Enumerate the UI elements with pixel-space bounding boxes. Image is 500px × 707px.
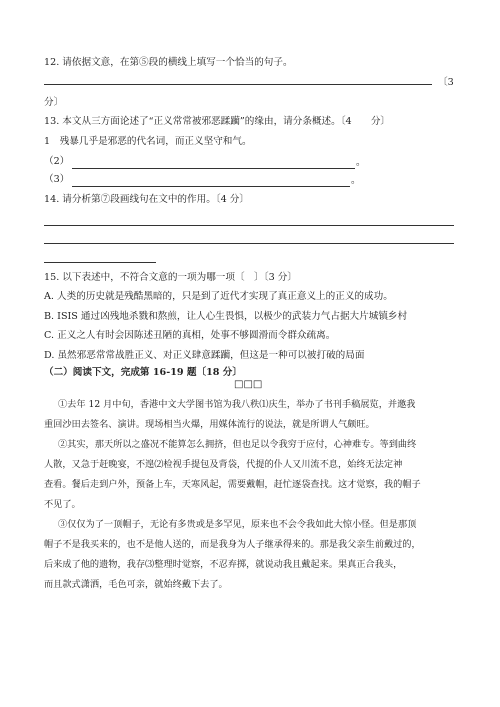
q12-answer-line [44,84,432,85]
q13-item3-label: （3） [44,174,70,185]
paragraph-3-line-3: 后来成了他的遗物，我存⑶整理时觉察，不忍弃掷，就说动我且戴起来。果真正合我头， [44,559,403,570]
q13-item3-line [72,186,350,187]
article-title: □□□ [234,379,263,390]
q13-item3-dot: 。 [351,175,361,186]
q15-text: 15. 以下表述中，不符合文意的一项为哪一项〔 〕〔3 分〕 [44,272,297,283]
paragraph-2-line-1: ②其实，那天所以之盛况不能算怎么拥挤，但也足以令我穷于应付，心神难专。等到曲终 [58,439,417,450]
paragraph-2-line-3: 查看。餐后走到户外，预备上车，天寒风起，需要戴帽，赶忙逐袋查找。这才觉察，我的帽子 [44,479,421,490]
q15-option-a: A. 人类的历史就是残酷黑暗的，只是到了近代才实现了真正意义上的正义的成功。 [44,291,393,302]
paragraph-1-line-2: 重回沙田去签名、演讲。现场相当火爆，用媒体流行的说法，就是所谓人气颇旺。 [44,419,375,430]
q15-option-b: B. ISIS 通过凶残地杀戮和熬煎，让人心生畏惧，以极少的武装力气占据大片城镇乡村 [44,311,408,322]
q13-item1: 1 残暴几乎是邪恶的代名词，而正义坚守和气。 [44,136,252,147]
q12-text: 12. 请依据文意，在第⑤段的横线上填写一个恰当的句子。 [44,57,293,68]
section2-heading: （二）阅读下文，完成第 16-19 题〔18 分〕 [44,367,242,378]
paragraph-2-line-2: 人散，又急于赶晚宴，不遑⑵检视手提包及背袋，代提的仆人又川流不息，始终无法定神 [44,459,403,470]
q13-item2-label: （2） [44,156,70,167]
q14-answer-line-3 [44,262,156,263]
q12-score-b: 分〕 [44,97,64,108]
paragraph-1-line-1: ①去年 12 月中旬，香港中文大学图书馆为我八秩⑴庆生，举办了书刊手稿展览，并邀我 [58,399,416,410]
paragraph-3-line-4: 而且款式潇洒，毛色可亲，就始终戴下去了。 [44,579,228,590]
paragraph-3-line-2: 帽子不是我买来的，也不是他人送的，而是我身为人子继承得来的。那是我父亲生前戴过的， [44,539,421,550]
q13-text: 13. 本文从三方面论述了“正义常常被邪恶蹂躏”的缘由，请分条概述。〔4 分〕 [44,116,391,127]
paragraph-3-line-1: ③仅仅为了一顶帽子，无论有多贵或是多罕见，原来也不会令我如此大惊小怪。但是那顶 [58,519,417,530]
q14-answer-line-2 [44,243,454,244]
paragraph-2-line-4: 不见了。 [44,499,81,510]
q12-score-a: 〔3 [438,77,454,88]
q13-item2-line [72,168,355,169]
q15-option-c: C. 正义之人有时会因陈述丑陋的真相，处事不够圆滑而令群众疏离。 [44,330,336,341]
q13-item2-dot: 。 [356,157,366,168]
q15-option-d: D. 虽然邪恶常常战胜正义、对正义肆意蹂躏，但这是一种可以被打破的局面 [44,350,365,361]
q14-answer-line-1 [44,225,454,226]
q14-text: 14. 请分析第⑦段画线句在文中的作用。〔4 分〕 [44,194,249,205]
